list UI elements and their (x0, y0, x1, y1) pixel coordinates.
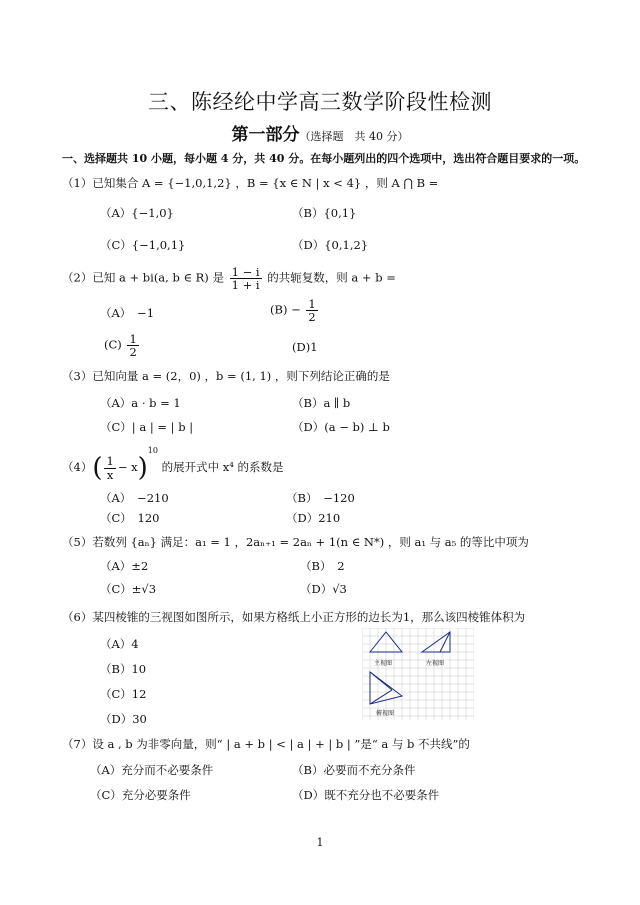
question-4-power: 10 (147, 446, 158, 455)
question-5-option-c: （C）±√3 (100, 582, 157, 596)
question-4-stem-prefix: （4） (62, 460, 93, 474)
right-paren: ) (137, 453, 148, 483)
question-2-option-a: （A） −1 (100, 306, 155, 320)
question-2-frac-num: 1 − i (231, 265, 260, 279)
question-4-frac-num: 1 (106, 454, 114, 469)
question-6-option-b: （B）10 (100, 662, 147, 676)
top-view-edge-1 (370, 672, 392, 690)
question-7-option-d: （D）既不充分也不必要条件 (292, 788, 440, 802)
question-1-option-b: （B）{0,1} (292, 206, 357, 220)
question-4-fraction (104, 455, 115, 480)
question-2-option-b-sign: − (291, 302, 301, 317)
question-2-option-b (270, 298, 320, 323)
question-2-option-c-den: 2 (129, 345, 137, 360)
page-number: 1 (316, 836, 324, 849)
question-2-option-b-label: (B) (270, 302, 288, 317)
front-view-label: 主视图 (374, 660, 393, 667)
part-note: （选择题 共 40 分） (299, 130, 409, 143)
three-view-drawing (362, 628, 474, 720)
question-2-option-c-label: (C) (104, 337, 122, 352)
question-2-option-b-num: 1 (308, 297, 316, 311)
side-view-label: 左视图 (426, 660, 445, 667)
question-5-stem: （5）若数列 {aₙ} 满足：a₁ = 1 ，2aₙ₊₁ = 2aₙ + 1(n ∈ N*) ，则 a₁ 与 a₅ 的等比中项为 (62, 535, 529, 549)
question-6-option-d: （D）30 (100, 712, 147, 726)
question-2-option-c-fraction (127, 333, 138, 358)
question-1-option-a: （A）{−1,0} (100, 206, 174, 220)
question-4-stem (62, 446, 284, 483)
three-view-figure (362, 628, 474, 724)
question-2-option-b-den: 2 (308, 310, 316, 325)
part-label: 第一部分 (231, 125, 300, 145)
question-7-option-a: （A）充分而不必要条件 (90, 763, 214, 777)
question-2-fraction (230, 266, 262, 291)
question-1-option-d: （D）{0,1,2} (292, 238, 369, 252)
question-4-minus-x: − x (117, 460, 138, 474)
question-2-option-c-num: 1 (129, 332, 137, 346)
question-3-option-d: （D）(a − b) ⊥ b (292, 420, 390, 434)
question-5-option-d: （D）√3 (300, 582, 347, 596)
question-1-stem: （1）已知集合 A = {−1,0,1,2} ，B = {x ∈ N | x < 4} ，则 A ⋂ B = (62, 176, 439, 190)
question-7-option-c: （C）充分必要条件 (90, 788, 191, 802)
section-instruction: 一、选择题共 10 小题，每小题 4 分，共 40 分。在每小题列出的四个选项中，选出符合题目要求的一项。 (62, 152, 586, 165)
question-7-option-b: （B）必要而不充分条件 (292, 763, 416, 777)
question-6-option-c: （C）12 (100, 687, 147, 701)
question-2-stem-prefix: （2）已知 a + bi(a, b ∈ R) 是 (62, 270, 224, 285)
question-1-option-c: （C）{−1,0,1} (100, 238, 186, 252)
question-4-option-c: （C） 120 (100, 511, 160, 525)
question-2-frac-den: 1 + i (231, 278, 260, 293)
top-view-label: 俯视图 (376, 710, 395, 717)
question-4-option-b: （B） −120 (286, 491, 355, 505)
question-2-stem-suffix: 的共轭复数，则 a + b = (267, 270, 396, 285)
question-4-option-d: （D）210 (286, 511, 341, 525)
left-paren: ( (92, 453, 103, 483)
question-2-option-b-fraction (306, 298, 317, 323)
part-heading (0, 120, 640, 145)
question-5-option-b: （B） 2 (300, 559, 345, 573)
question-6-option-a: （A）4 (100, 637, 139, 651)
question-2-option-d: (D)1 (292, 340, 318, 354)
question-7-stem: （7）设 a , b 为非零向量，则“ | a + b | < | a | + | b | ”是“ a 与 b 不共线”的 (62, 737, 470, 751)
question-3-option-a: （A）a · b = 1 (100, 396, 181, 410)
question-3-option-b: （B）a ∥ b (292, 396, 351, 410)
question-3-option-c: （C）| a | = | b | (100, 420, 194, 434)
question-4-option-a: （A） −210 (100, 491, 169, 505)
question-4-stem-suffix: 的展开式中 x⁴ 的系数是 (161, 460, 284, 474)
question-5-option-a: （A）±2 (100, 559, 149, 573)
question-2-stem (62, 266, 396, 291)
question-2-option-c (104, 333, 141, 358)
question-4-frac-den: x (106, 467, 114, 482)
question-6-stem: （6）某四棱锥的三视图如图所示，如果方格纸上小正方形的边长为1，那么该四棱锥体积为 (62, 610, 526, 624)
question-3-stem: （3）已知向量 a = (2，0) ，b = (1, 1) ，则下列结论正确的是 (62, 369, 390, 383)
page-title: 三、陈经纶中学高三数学阶段性检测 (148, 90, 492, 114)
